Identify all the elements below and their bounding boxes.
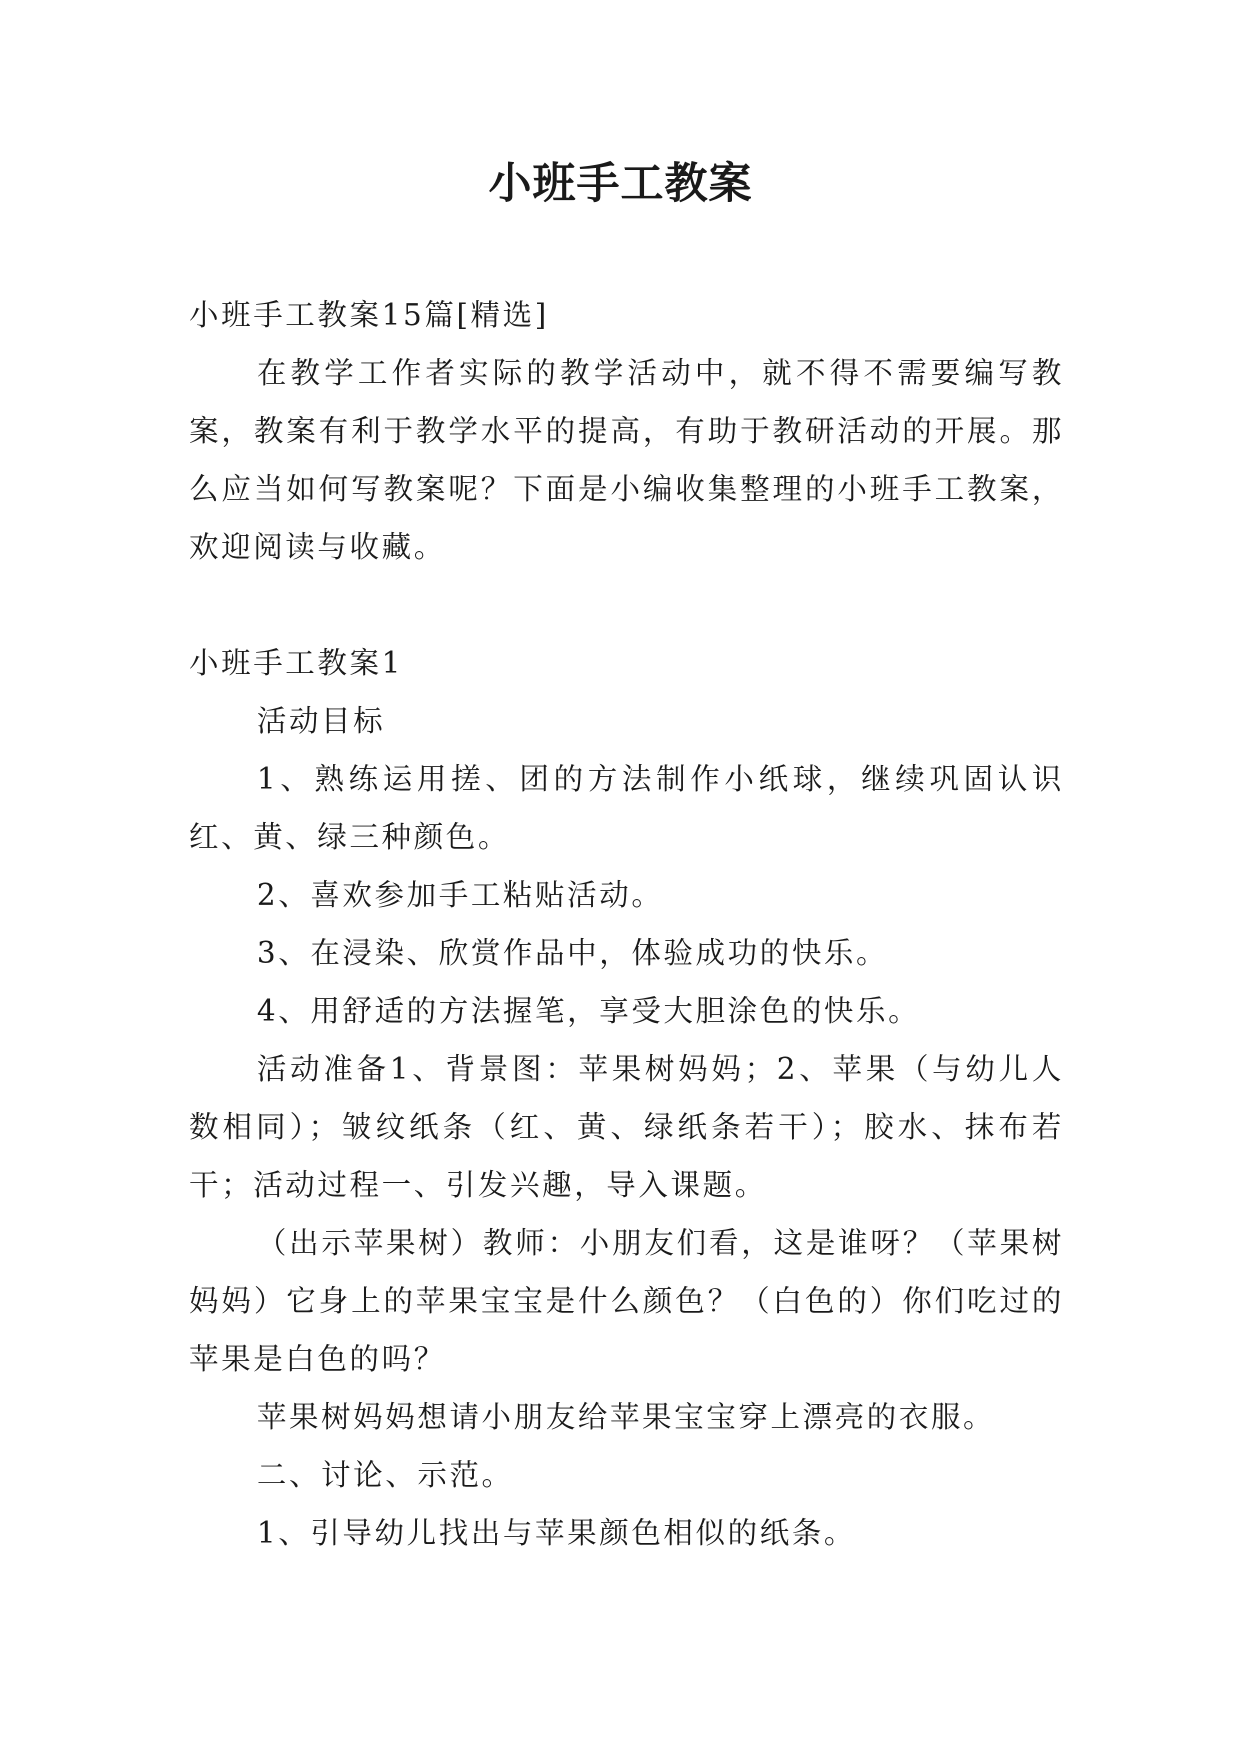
goal-heading: 活动目标 [256, 704, 386, 738]
section-spacer [189, 576, 1064, 634]
step-heading: 二、讨论、示范。 [256, 1458, 514, 1492]
apple-paragraph: 苹果树妈妈想请小朋友给苹果宝宝穿上漂亮的衣服。 [256, 1400, 996, 1434]
document-title: 小班手工教案 [488, 159, 753, 209]
goal-item-1: 1、熟练运用搓、团的方法制作小纸球，继续巩固认识红、黄、绿三种颜色。 [189, 762, 1064, 854]
step-item-1: 1、引导幼儿找出与苹果颜色相似的纸条。 [256, 1516, 857, 1550]
goal-item-4: 4、用舒适的方法握笔，享受大胆涂色的快乐。 [256, 994, 921, 1028]
goal-item-3: 3、在浸染、欣赏作品中，体验成功的快乐。 [256, 936, 889, 970]
intro-paragraph: 在教学工作者实际的教学活动中，就不得不需要编写教案，教案有利于教学水平的提高，有助于教研活动的开展。那么应当如何写教案呢？下面是小编收集整理的小班手工教案，欢迎阅读与收藏。 [189, 356, 1064, 564]
document-subtitle: 小班手工教案15篇[精选] [189, 298, 549, 332]
section-heading: 小班手工教案1 [189, 646, 403, 680]
goal-item-2: 2、喜欢参加手工粘贴活动。 [256, 878, 664, 912]
document-body [189, 286, 1064, 1562]
preparation-paragraph: 活动准备1、背景图：苹果树妈妈；2、苹果（与幼儿人数相同）；皱纹纸条（红、黄、绿纸条若干）；胶水、抹布若干；活动过程一、引发兴趣，导入课题。 [189, 1052, 1064, 1202]
dialog-paragraph: （出示苹果树）教师：小朋友们看，这是谁呀？（苹果树妈妈）它身上的苹果宝宝是什么颜色？（白色的）你们吃过的苹果是白色的吗？ [189, 1226, 1064, 1376]
